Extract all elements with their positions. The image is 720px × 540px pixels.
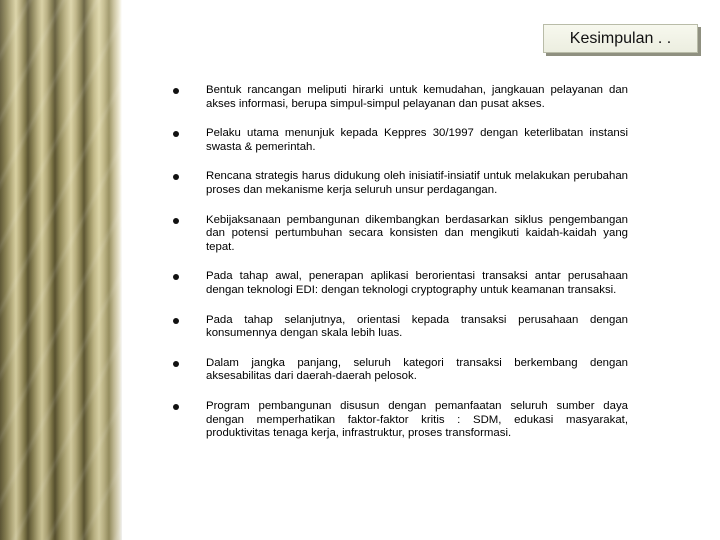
list-item-text: Kebijaksanaan pembangunan dikembangkan berdasarkan siklus pengembangan dan potensi pertumbuhan secara konsisten dan mengikuti kaidah-kaidah yang tepat. — [206, 213, 628, 253]
bullet-icon — [173, 88, 179, 94]
list-item-text: Bentuk rancangan meliputi hirarki untuk kemudahan, jangkauan pelayanan dan akses informasi, berupa simpul-simpul pelayanan dan pusat akses. — [206, 84, 628, 110]
list-item — [172, 357, 628, 384]
bullet-icon — [173, 361, 179, 367]
list-item-text: Program pembangunan disusun dengan pemanfaatan seluruh sumber daya dengan memperhatikan faktor-faktor kritis : SDM, edukasi masyarakat, produktivitas tenaga kerja, infrastruktur, proses transformasi. — [206, 399, 628, 440]
list-item — [172, 170, 628, 197]
list-item-text: Pada tahap awal, penerapan aplikasi berorientasi transaksi antar perusahaan dengan teknologi EDI: dengan teknologi cryptography untuk keamanan transaksi. — [206, 270, 628, 296]
bullet-icon — [173, 174, 179, 180]
bullet-icon — [173, 131, 179, 137]
list-item — [172, 314, 628, 341]
list-item — [172, 214, 628, 255]
bullet-list — [172, 84, 628, 441]
list-item — [172, 400, 628, 441]
bullet-icon — [173, 218, 179, 224]
list-item-text: Pelaku utama menunjuk kepada Keppres 30/1997 dengan keterlibatan instansi swasta & pemerintah. — [206, 127, 628, 153]
side-band-shading — [0, 0, 122, 540]
bullet-icon — [173, 404, 179, 410]
list-item-text: Dalam jangka panjang, seluruh kategori transaksi berkembang dengan aksesabilitas dari daerah-daerah pelosok. — [206, 356, 628, 383]
bullet-icon — [173, 318, 179, 324]
list-item — [172, 127, 628, 154]
slide-title: Kesimpulan . . — [543, 24, 698, 53]
list-item-text: Pada tahap selanjutnya, orientasi kepada transaksi perusahaan dengan konsumennya dengan skala lebih luas. — [206, 313, 628, 340]
list-item-text: Rencana strategis harus didukung oleh inisiatif-insiatif untuk melakukan perubahan proses dan mekanisme kerja seluruh unsur perdagangan. — [206, 170, 628, 196]
list-item — [172, 270, 628, 297]
list-item — [172, 84, 628, 111]
bullet-icon — [173, 274, 179, 280]
